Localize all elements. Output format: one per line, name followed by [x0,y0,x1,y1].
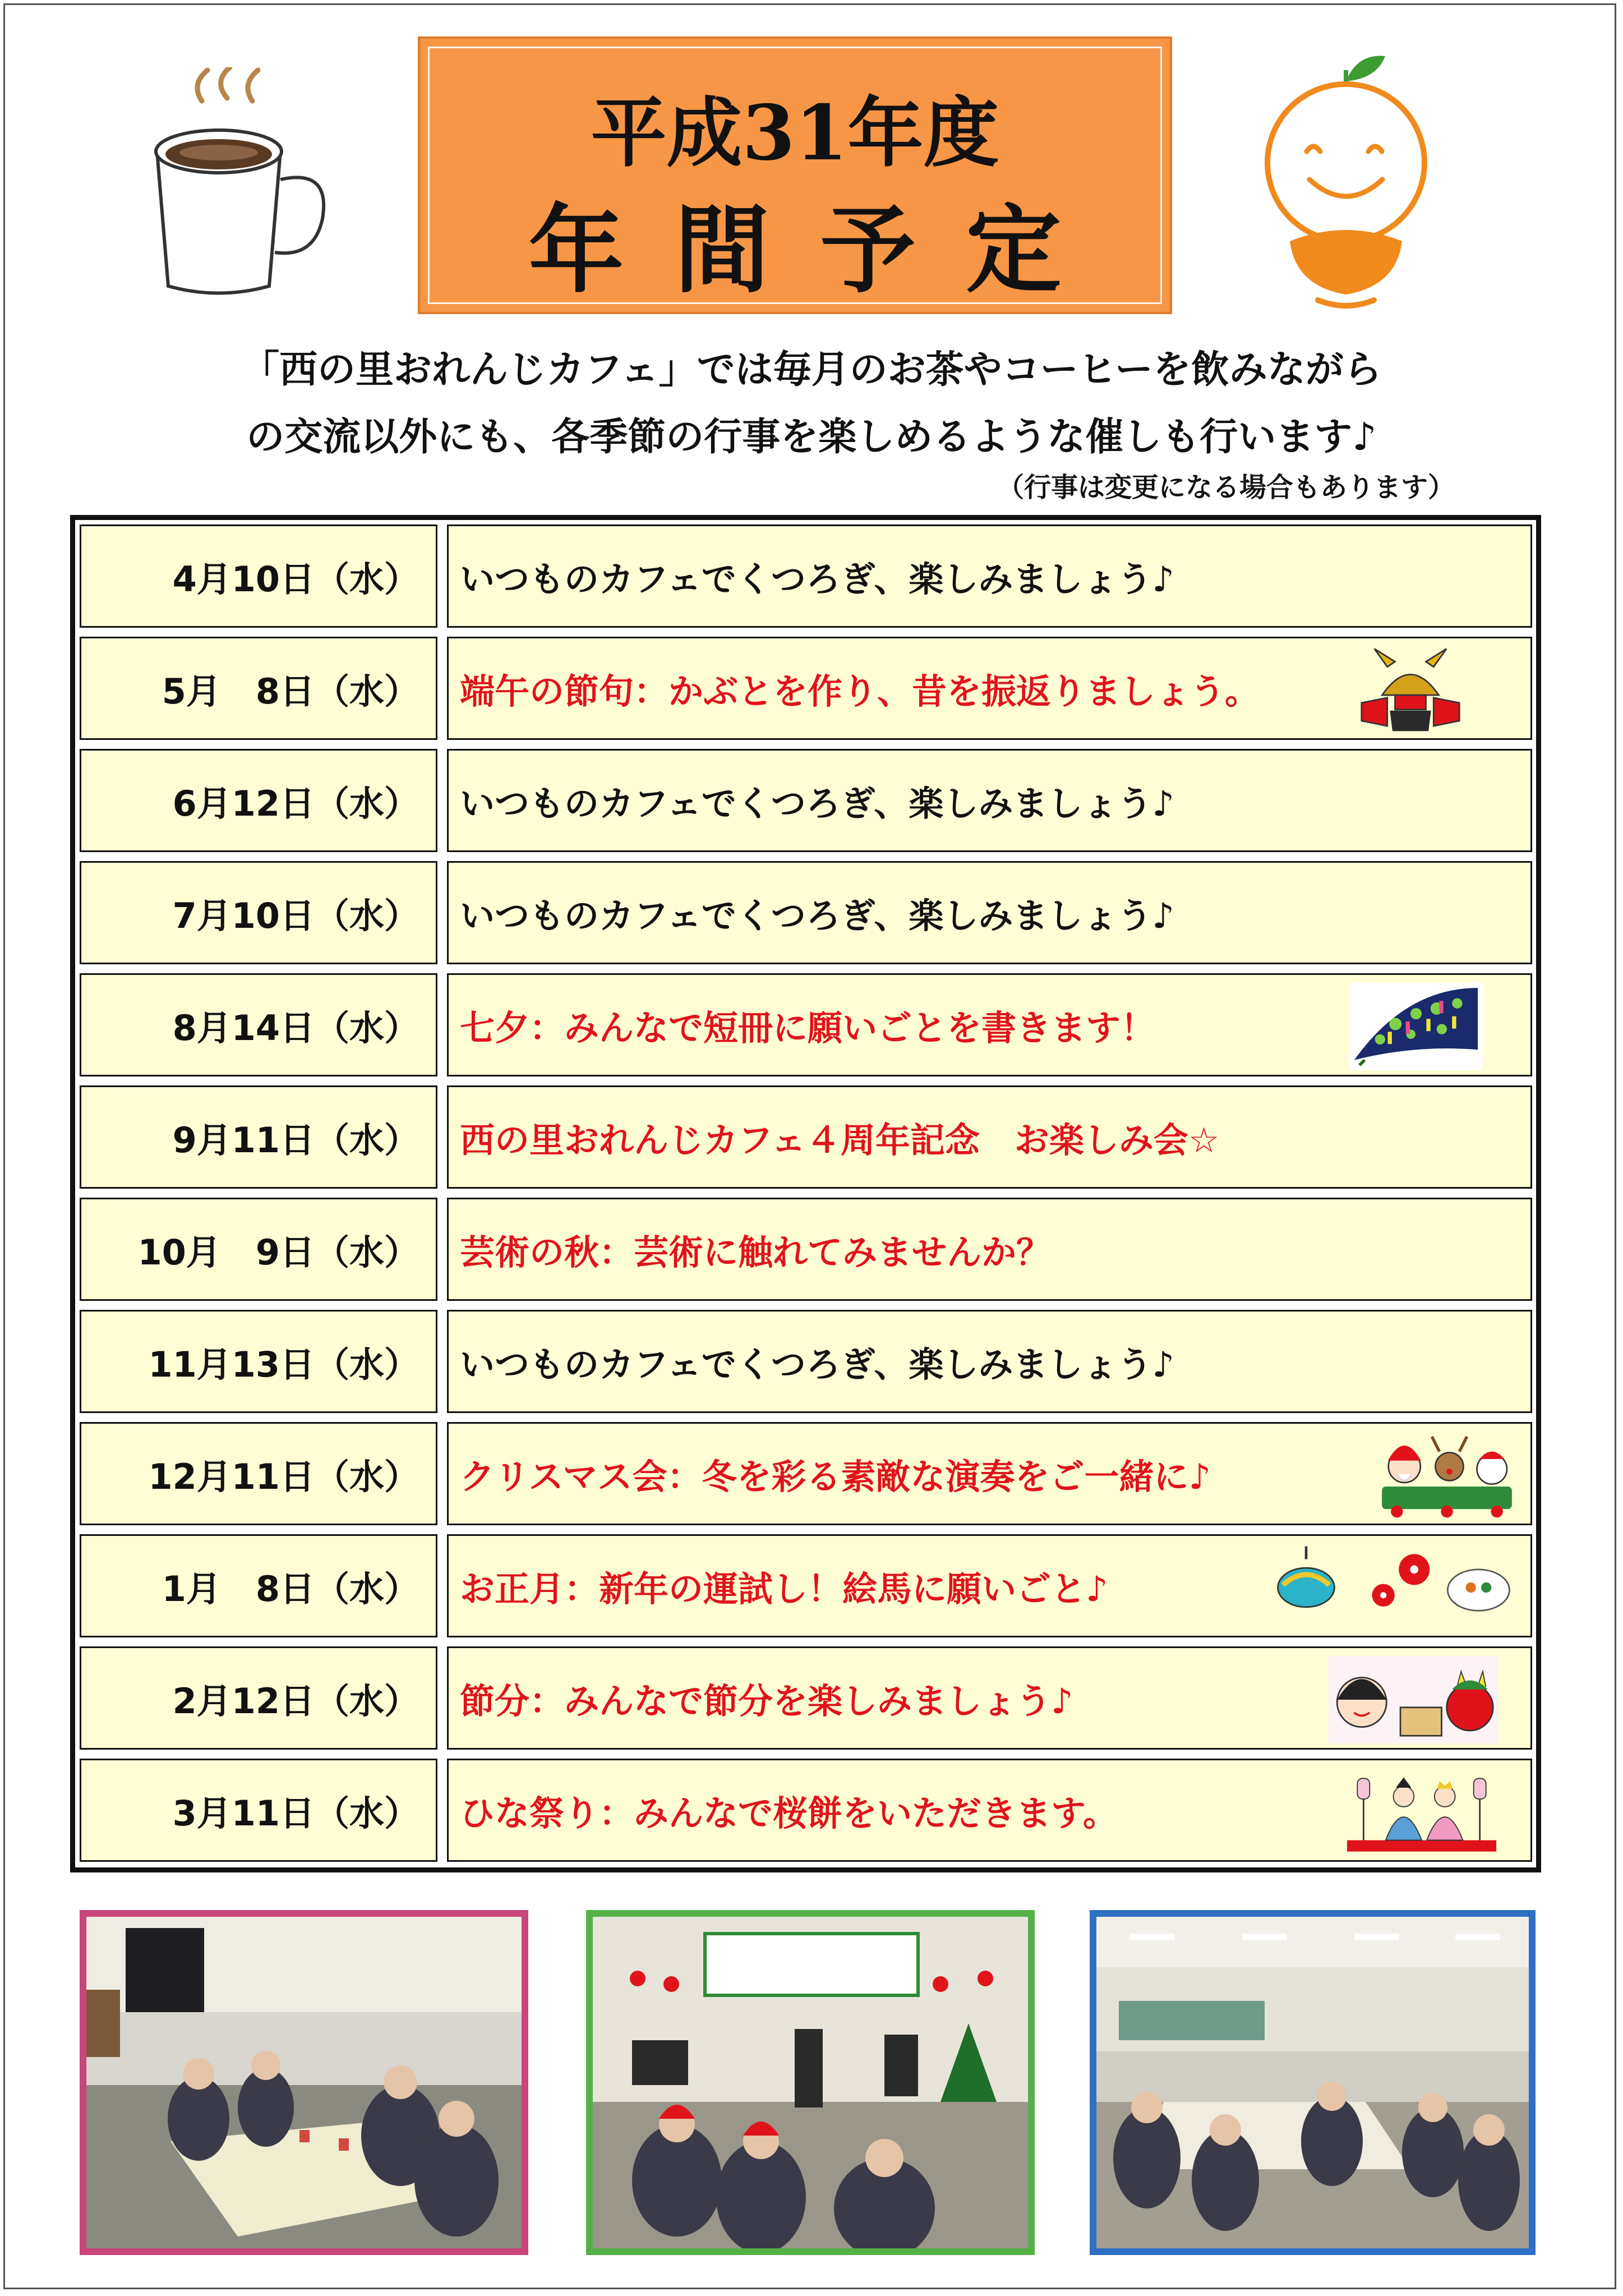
schedule-row [75,744,1536,848]
event-cell [447,973,1532,1076]
event-label: いつものカフェでくつろぎ、楽しみましょう♪ [460,558,1174,600]
schedule-row [75,632,1536,735]
event-label: いつものカフェでくつろぎ、楽しみましょう♪ [460,783,1174,824]
schedule-row [75,520,1536,623]
schedule-row [75,857,1536,960]
orange-mascot-icon [1256,39,1441,320]
date-cell [80,1198,437,1301]
event-cell [447,524,1532,628]
date-label: 12月11日（水） [148,1456,419,1497]
date-label: 5月 8日（水） [162,670,419,712]
date-label: 11月13日（水） [148,1343,419,1385]
event-label: お正月：新年の運試し！絵馬に願いごと♪ [460,1568,1108,1609]
title-main: 年間予定 [528,194,1112,306]
schedule-row [75,1754,1536,1857]
date-cell [80,749,437,852]
photo-christmas-concert [586,1910,1035,2255]
date-cell [80,1422,437,1525]
date-label: 2月12日（水） [172,1680,419,1722]
date-cell [80,1759,437,1862]
schedule-row [75,1081,1536,1184]
schedule-row [75,969,1536,1072]
event-label: クリスマス会：冬を彩る素敵な演奏をご一緒に♪ [460,1456,1211,1497]
event-cell [447,861,1532,964]
christmas-icon [1368,1432,1525,1519]
date-label: 8月14日（水） [172,1007,419,1048]
date-cell [80,861,437,964]
event-cell [447,1310,1532,1413]
date-cell [80,637,437,740]
schedule-row [75,1305,1536,1409]
event-label: 西の里おれんじカフェ４周年記念 お楽しみ会☆ [460,1119,1220,1161]
schedule-table [70,515,1541,1872]
date-cell [80,973,437,1076]
date-cell [80,1646,437,1750]
event-cell [447,1085,1532,1189]
event-label: 七夕：みんなで短冊に願いごとを書きます！ [460,1007,1156,1048]
event-cell [447,1534,1532,1637]
schedule-row [75,1642,1536,1745]
coffee-cup-icon [140,67,342,303]
photo-cafe-gathering [80,1910,528,2255]
event-label: 端午の節句：かぶとを作り、昔を振返りましょう。 [460,670,1260,712]
title-year: 平成31年度 [591,88,999,177]
date-label: 6月12日（水） [172,783,419,824]
intro-line-1: 「西の里おれんじカフェ」では毎月のお茶やコーヒーを飲みながら [241,348,1382,392]
new-year-icon [1262,1544,1525,1631]
date-label: 1月 8日（水） [162,1568,419,1609]
tanabata-icon [1343,983,1489,1070]
date-label: 3月11日（水） [172,1792,419,1834]
intro-line-2: の交流以外にも、各季節の行事を楽しめるような催しも行います♪ [246,415,1377,459]
date-label: 4月10日（水） [172,558,419,600]
date-cell [80,1085,437,1189]
date-label: 10月 9日（水） [137,1231,419,1273]
event-cell [447,637,1532,740]
date-cell [80,1310,437,1413]
schedule-row [75,1418,1536,1521]
date-cell [80,1534,437,1637]
hinamatsuri-icon [1335,1768,1509,1856]
title-box [418,36,1172,314]
event-cell [447,749,1532,852]
schedule-row [75,1193,1536,1296]
event-cell [447,1422,1532,1525]
kabuto-icon [1346,646,1475,734]
date-label: 9月11日（水） [172,1119,419,1161]
event-cell [447,1198,1532,1301]
event-label: いつものカフェでくつろぎ、楽しみましょう♪ [460,895,1174,936]
event-label: 芸術の秋：芸術に触れてみませんか？ [460,1231,1052,1273]
change-note: （行事は変更になる場合もあります） [997,472,1455,503]
event-label: いつものカフェでくつろぎ、楽しみましょう♪ [460,1343,1174,1385]
schedule-row [75,1530,1536,1633]
event-cell [447,1646,1532,1750]
date-label: 7月10日（水） [172,895,419,936]
event-cell [447,1759,1532,1862]
date-cell [80,524,437,628]
photo-hall-gathering [1090,1910,1536,2255]
event-label: 節分：みんなで節分を楽しみましょう♪ [460,1680,1073,1722]
event-label: ひな祭り：みんなで桜餅をいただきます。 [460,1792,1118,1834]
setsubun-icon [1321,1656,1506,1743]
